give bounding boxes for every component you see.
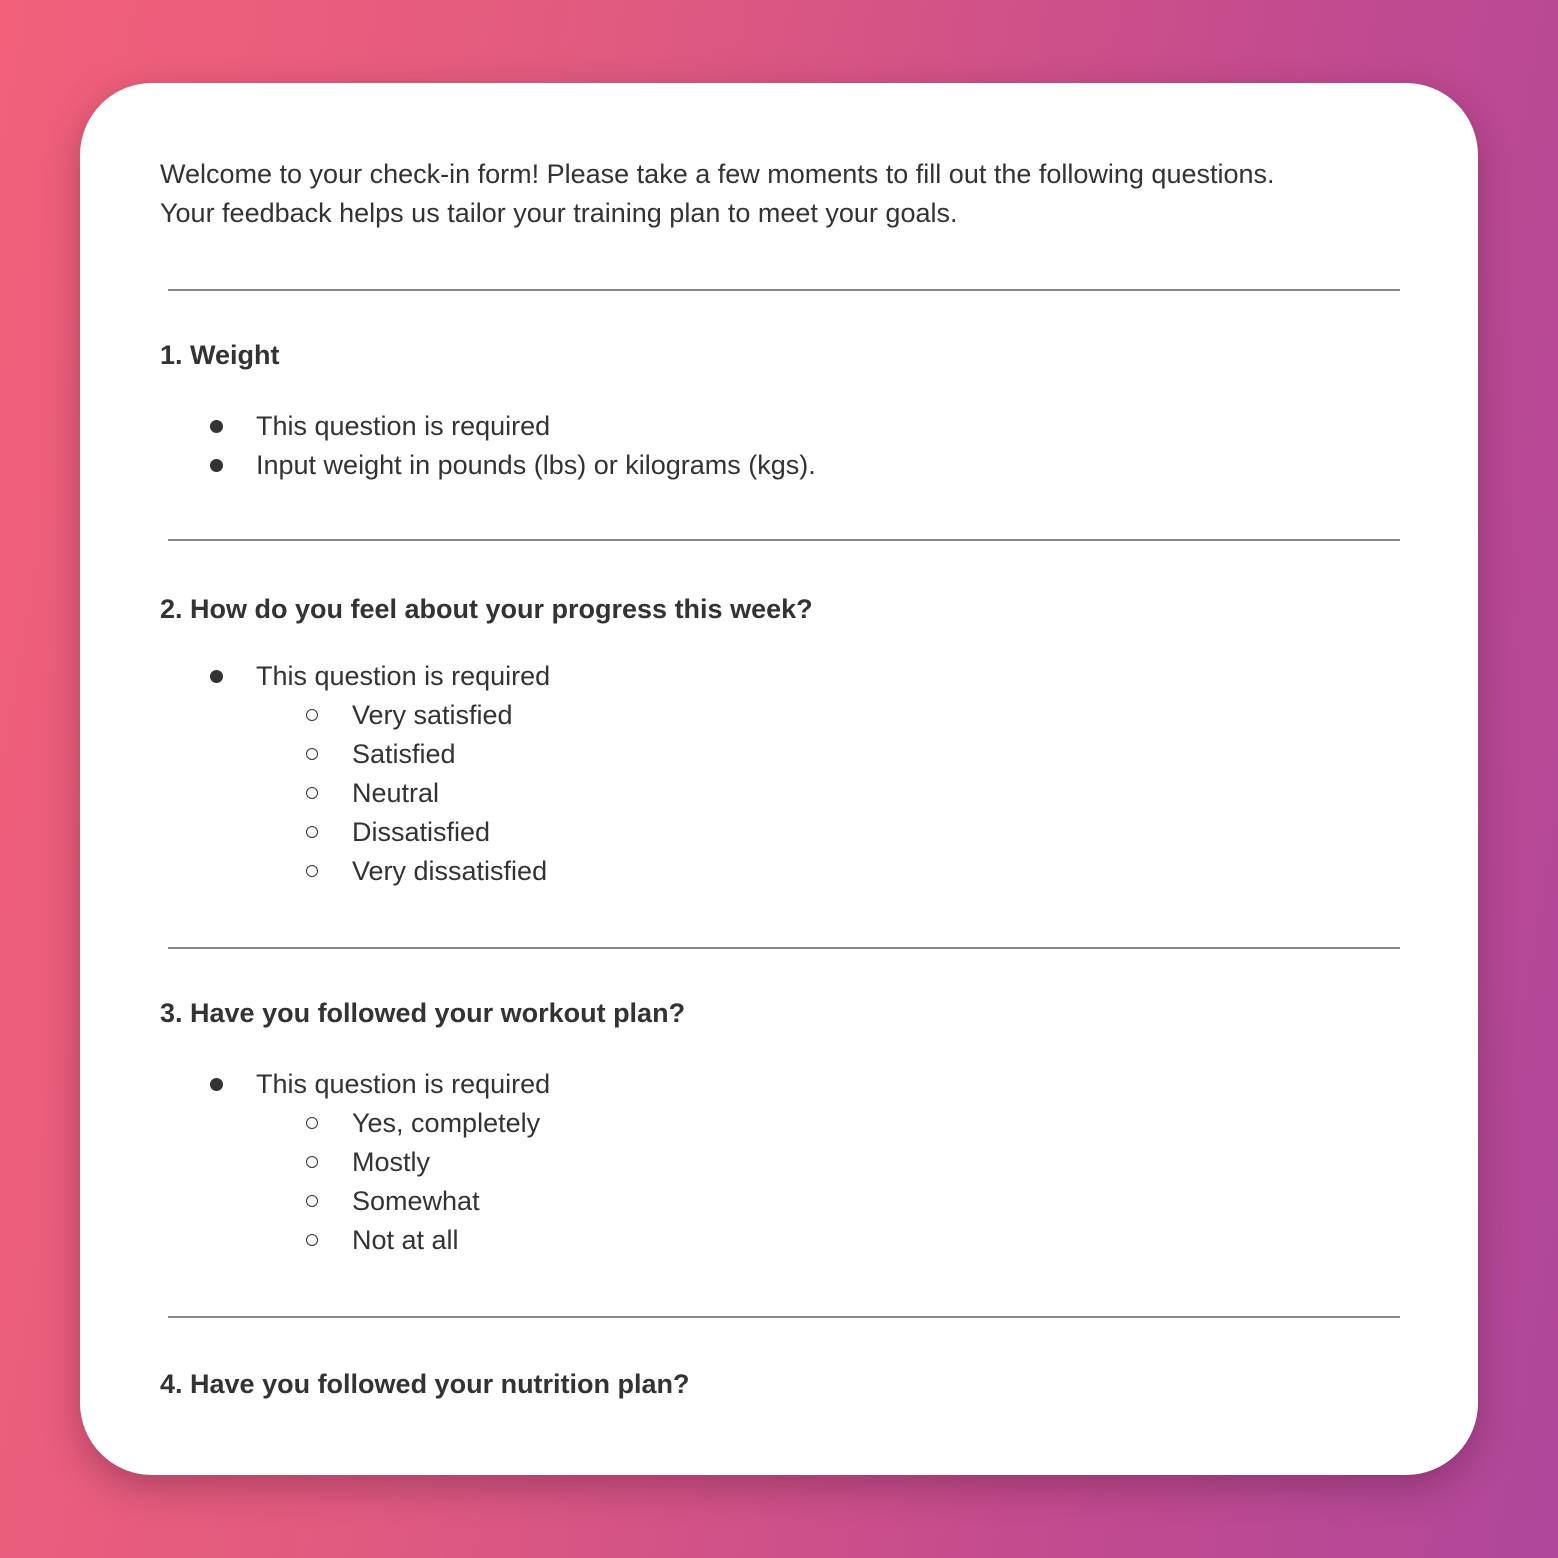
intro-line-1: Welcome to your check-in form! Please take a few moments to fill out the following questions.: [160, 159, 1275, 189]
disc-bullet-icon: [206, 1065, 226, 1104]
circle-bullet-icon: [302, 774, 322, 813]
disc-bullet-icon: [206, 407, 226, 446]
option-label: Yes, completely: [352, 1108, 541, 1138]
intro-text: [160, 83, 1400, 233]
option-label: Dissatisfied: [352, 817, 491, 847]
option-list: [256, 696, 1400, 891]
circle-bullet-icon: [302, 813, 322, 852]
circle-bullet-icon: [302, 852, 322, 891]
option-item[interactable]: [256, 1104, 1400, 1143]
disc-bullet-icon: [206, 446, 226, 485]
question-title: 4. Have you followed your nutrition plan?: [160, 1369, 690, 1399]
option-label: Neutral: [352, 778, 440, 808]
circle-bullet-icon: [302, 735, 322, 774]
option-label: Very satisfied: [352, 700, 513, 730]
question-title: 1. Weight: [160, 340, 280, 370]
option-item[interactable]: [256, 1182, 1400, 1221]
question-notes: [160, 627, 1400, 891]
option-list: [256, 1104, 1400, 1260]
note-item: [160, 407, 1400, 446]
required-note: This question is required: [256, 1069, 551, 1099]
intro-line-2: Your feedback helps us tailor your training plan to meet your goals.: [160, 198, 958, 228]
option-item[interactable]: [256, 696, 1400, 735]
note-item: [160, 1065, 1400, 1260]
circle-bullet-icon: [302, 1104, 322, 1143]
option-item[interactable]: [256, 735, 1400, 774]
question-title: 3. Have you followed your workout plan?: [160, 998, 686, 1028]
circle-bullet-icon: [302, 696, 322, 735]
option-item[interactable]: [256, 813, 1400, 852]
form-card: [80, 83, 1478, 1475]
question-3: [160, 949, 1400, 1260]
note-item: [160, 657, 1400, 891]
circle-bullet-icon: [302, 1143, 322, 1182]
weight-instruction: Input weight in pounds (lbs) or kilograms (kgs).: [256, 450, 816, 480]
required-note: This question is required: [256, 411, 551, 441]
disc-bullet-icon: [206, 657, 226, 696]
option-item[interactable]: [256, 852, 1400, 891]
circle-bullet-icon: [302, 1182, 322, 1221]
question-notes: [160, 373, 1400, 485]
option-label: Somewhat: [352, 1186, 480, 1216]
option-item[interactable]: [256, 1143, 1400, 1182]
question-title: 2. How do you feel about your progress this week?: [160, 594, 813, 624]
option-label: Mostly: [352, 1147, 431, 1177]
question-4: [160, 1318, 1400, 1402]
question-notes: [160, 1031, 1400, 1260]
option-label: Very dissatisfied: [352, 856, 548, 886]
option-label: Not at all: [352, 1225, 459, 1255]
note-item: [160, 446, 1400, 485]
option-item[interactable]: [256, 774, 1400, 813]
option-item[interactable]: [256, 1221, 1400, 1260]
option-label: Satisfied: [352, 739, 456, 769]
question-2: [160, 541, 1400, 891]
question-1: [160, 291, 1400, 485]
circle-bullet-icon: [302, 1221, 322, 1260]
required-note: This question is required: [256, 661, 551, 691]
